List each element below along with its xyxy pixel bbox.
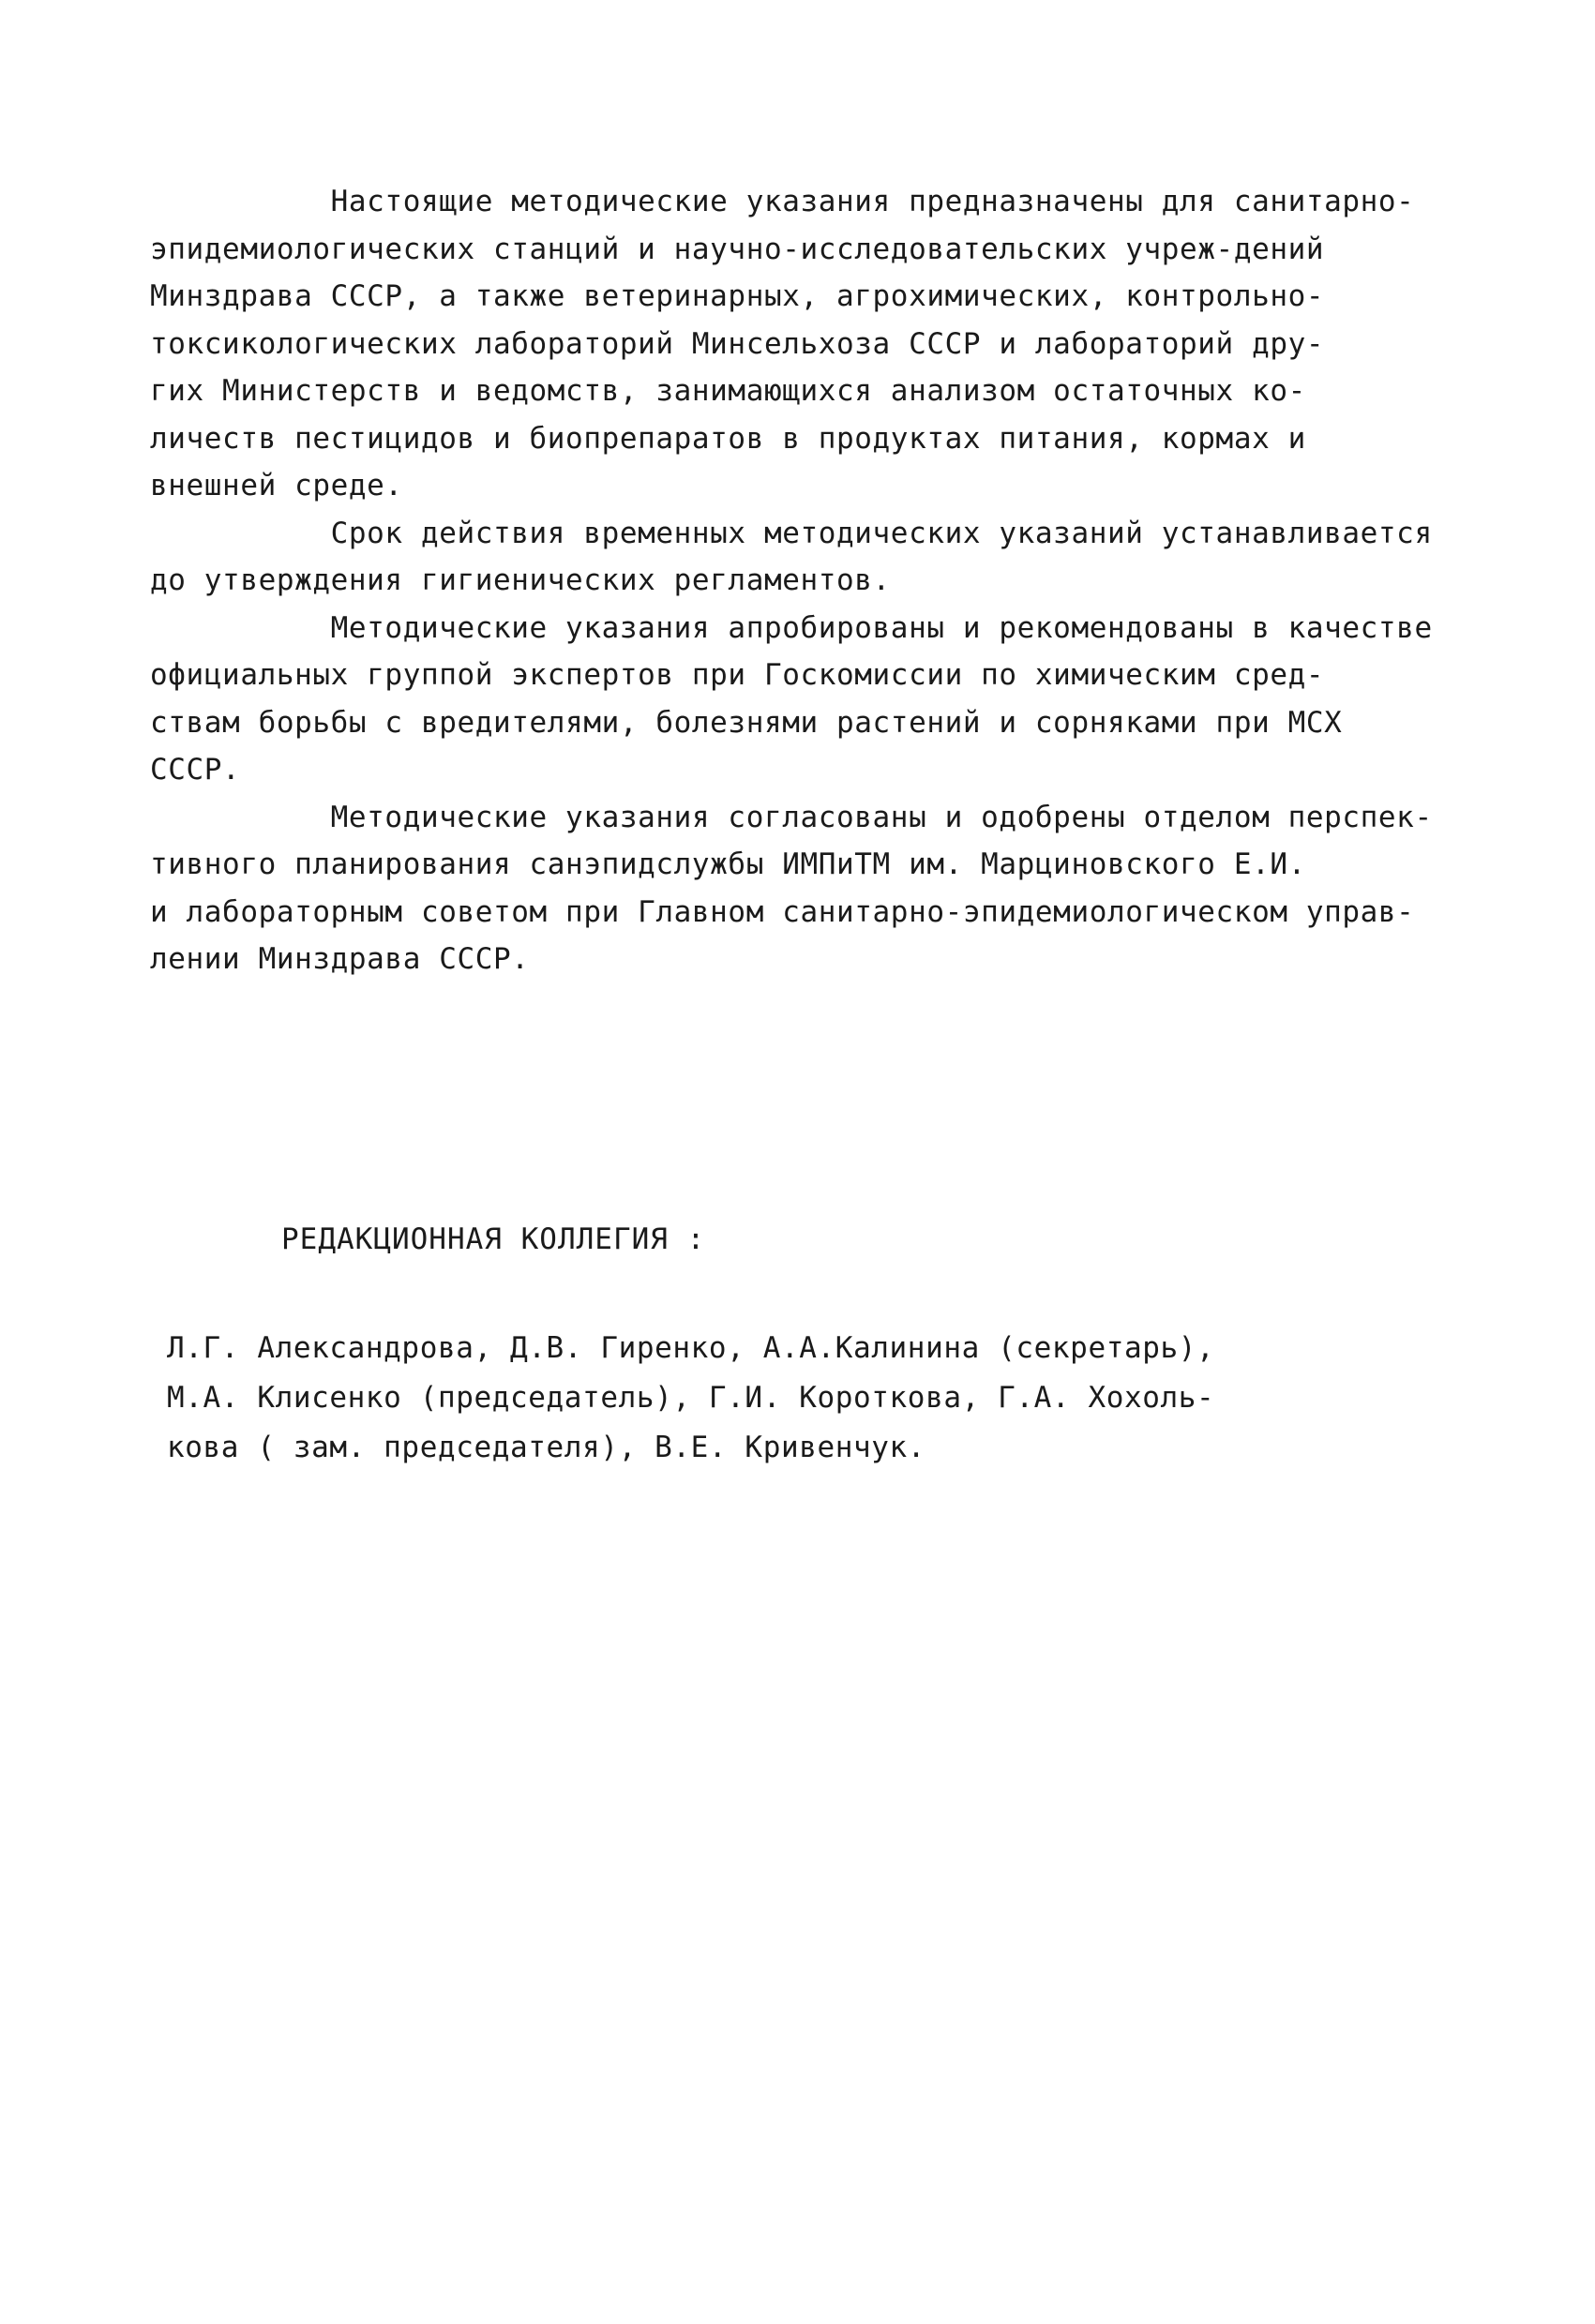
intro-line: внешней среде.: [150, 469, 403, 502]
intro-line: Настоящие методические указания предназначены для санитарно-: [150, 185, 1415, 218]
intro-line: эпидемиологических станций и научно-исследовательских учреж-дений: [150, 232, 1325, 266]
intro-line: ствам борьбы с вредителями, болезнями растений и сорняками при МСХ: [150, 705, 1343, 740]
intro-line: Методические указания согласованы и одобрены отделом перспек-: [150, 800, 1433, 834]
intro-line: личеств пестицидов и биопрепаратов в продуктах питания, кормах и: [150, 421, 1306, 456]
intro-line: до утверждения гигиенических регламентов.: [150, 563, 891, 597]
board-line: Л.Г. Александрова, Д.В. Гиренко, А.А.Калинина (секретарь),: [167, 1331, 1215, 1365]
intro-text: [150, 178, 1538, 983]
intro-line: СССР.: [150, 753, 241, 787]
board-line: кова ( зам. председателя), В.Е. Кривенчук.: [167, 1431, 926, 1464]
editorial-board-heading: РЕДАКЦИОННАЯ КОЛЛЕГИЯ :: [281, 1222, 706, 1256]
intro-line: официальных группой экспертов при Госкомиссии по химическим сред-: [150, 658, 1325, 692]
intro-line: лении Минздрава СССР.: [150, 942, 530, 976]
intro-line: Срок действия временных методических указаний устанавливается: [150, 516, 1433, 550]
intro-line: тивного планирования санэпидслужбы ИМПиТМ им. Марциновского Е.И.: [150, 847, 1306, 881]
intro-line: и лабораторным советом при Главном санитарно-эпидемиологическом управ-: [150, 894, 1415, 929]
intro-line: токсикологических лабораторий Минсельхоза СССР и лабораторий дру-: [150, 326, 1325, 361]
intro-line: гих Министерств и ведомств, занимающихся анализом остаточных ко-: [150, 374, 1306, 408]
board-line: М.А. Клисенко (председатель), Г.И. Короткова, Г.А. Хохоль-: [167, 1381, 1215, 1415]
intro-line: Методические указания апробированы и рекомендованы в качестве: [150, 610, 1433, 645]
editorial-board-members: [167, 1324, 1480, 1473]
intro-line: Минздрава СССР, а также ветеринарных, агрохимических, контрольно-: [150, 279, 1325, 313]
